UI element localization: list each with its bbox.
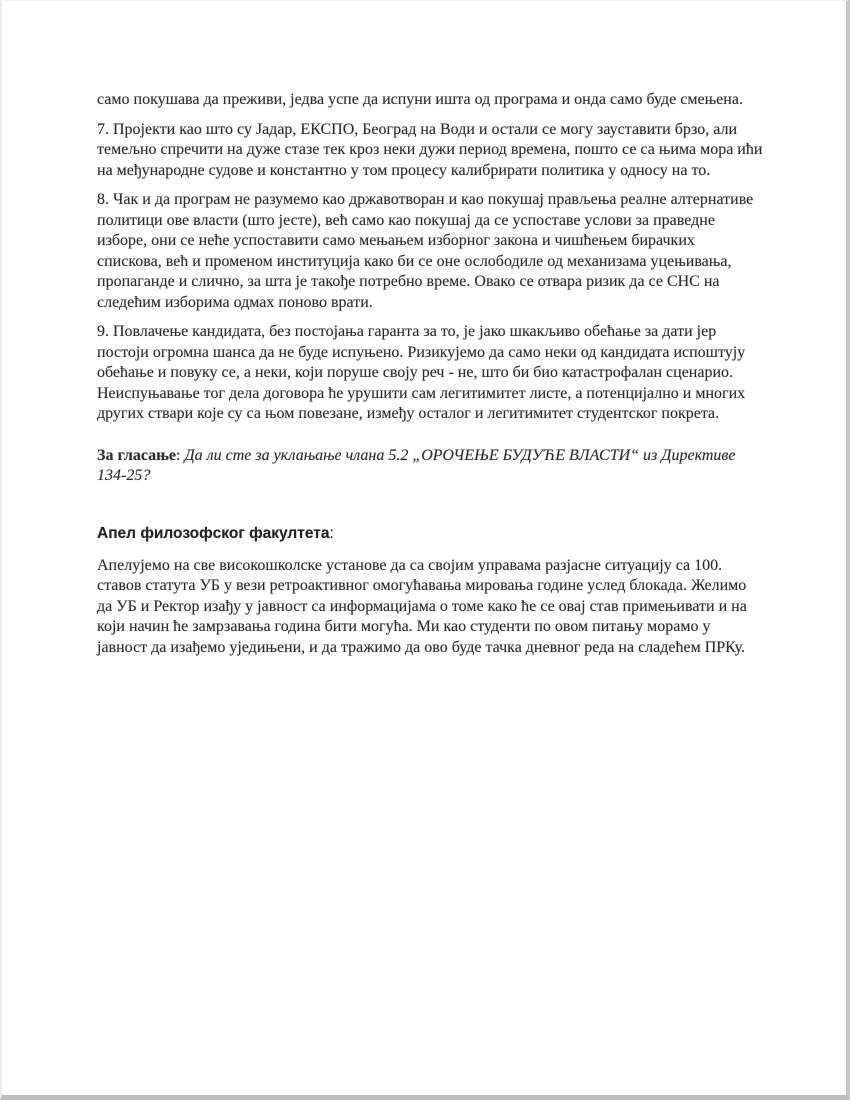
appeal-heading-text: Апел филозофског факултета [97,524,330,542]
paragraph-item-9: 9. Повлачење кандидата, без постојања гаранта за то, је јако шкакљиво обећање за дати јер постоји огромна шанса да не буде испуњено. Ризикујемо да само неки од кандидата испоштују обећање и повуку се, а неки, који поруше своју реч - не, што би био катастрофалан сценарио. Неиспуњавање тог дела договора ће урушити сам легитимитет листе, а потенцијално и многих других ствари које су са њом повезане, између осталог и легитимитет студентског покрета. [97,323,746,422]
paragraph-continuation: само покушава да преживи, једва успе да испуни ишта од програма и онда само буде смењена. [97,91,743,108]
paragraph-item-7: 7. Пројекти као што су Јадар, ЕКСПО, Београд на Води и остали се могу зауставити брзо, али темељно спречити на дуже стазе тек кроз неки дужи период времена, пошто се са њима мора ићи на међународне судове и константно у том процесу калибрирати политика у односу на то. [97,120,763,179]
document-content [97,90,763,667]
vote-question-text: Да ли сте за уклањање члана 5.2 „ОРОЧЕЊЕ БУДУЋЕ ВЛАСТИ“ из Директиве 134-25? [97,446,736,484]
appeal-paragraph: Апелујемо на све високошколске установе да са својим управама разјасне ситуацију са 100. ставов статута УБ у вези ретроактивног омогућавања мировања године услед блокада. Желимо да УБ и Ректор изађу у јавност са информацијама о томе како ће се овај став примењивати и на који начин ће замрзавања година бити могућа. Ми као студенти по овом питању морамо у јавност да изађемо уједињени, и да тражимо да ово буде тачка дневног реда на сладећем ПРКу. [97,556,747,656]
appeal-heading-colon: : [329,524,334,542]
paragraph-item-8: 8. Чак и да програм не разумемо као државотворан и као покушај прављења реалне алтернативе политици ове власти (што јесте), већ само као покушај да се успоставе услови за праведне изборе, они се неће успоставити само мењањем изборног закона и чишћењем бирачких спискова, већ и променом институција како би се оне ослободиле од механизама уцењивања, пропаганде и слично, за шта је такође потребно време. Овако се отвара ризик да се СНС на следећим изборима одмах поново врати. [97,191,754,311]
vote-label: За гласање [97,446,177,464]
appeal-heading [97,524,763,544]
vote-separator: : [176,446,185,464]
vote-question-line [97,446,763,487]
